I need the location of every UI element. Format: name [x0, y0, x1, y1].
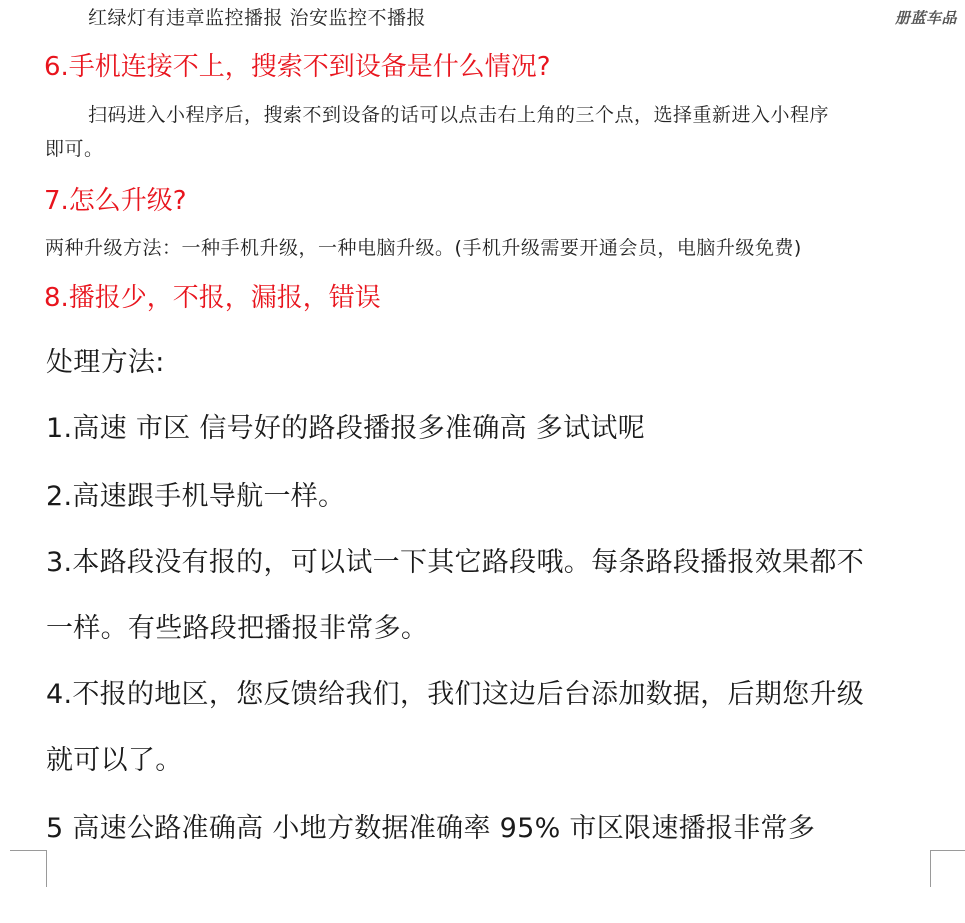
section-8-line: 处理方法: — [46, 347, 165, 378]
section-8-line: 5 高速公路准确高 小地方数据准确率 95% 市区限速播报非常多 — [46, 813, 816, 844]
watermark-logo: 册蓝车品 — [894, 9, 957, 27]
page-margin-corner-mark-right — [930, 850, 965, 887]
section-6-heading: 6.手机连接不上，搜索不到设备是什么情况? — [44, 52, 551, 82]
section-8-line: 2.高速跟手机导航一样。 — [46, 481, 346, 512]
section-7-body: 两种升级方法：一种手机升级，一种电脑升级。(手机升级需要开通会员，电脑升级免费) — [45, 237, 802, 259]
section-8-line: 就可以了。 — [46, 745, 183, 776]
section-6-body-line-1: 扫码进入小程序后，搜索不到设备的话可以点击右上角的三个点，选择重新进入小程序 — [88, 104, 830, 126]
section-6-body-line-2: 即可。 — [45, 138, 104, 160]
top-note-text: 红绿灯有违章监控播报 治安监控不播报 — [88, 7, 427, 29]
section-7-heading: 7.怎么升级? — [44, 186, 187, 216]
section-8-heading: 8.播报少，不报，漏报，错误 — [44, 283, 381, 313]
section-8-line: 一样。有些路段把播报非常多。 — [46, 613, 429, 644]
section-8-line: 1.高速 市区 信号好的路段播报多准确高 多试试呢 — [46, 413, 646, 444]
section-8-line: 4.不报的地区，您反馈给我们，我们这边后台添加数据，后期您升级 — [46, 679, 865, 710]
section-8-line: 3.本路段没有报的，可以试一下其它路段哦。每条路段播报效果都不 — [46, 547, 865, 578]
page-margin-corner-mark-left — [10, 850, 47, 887]
